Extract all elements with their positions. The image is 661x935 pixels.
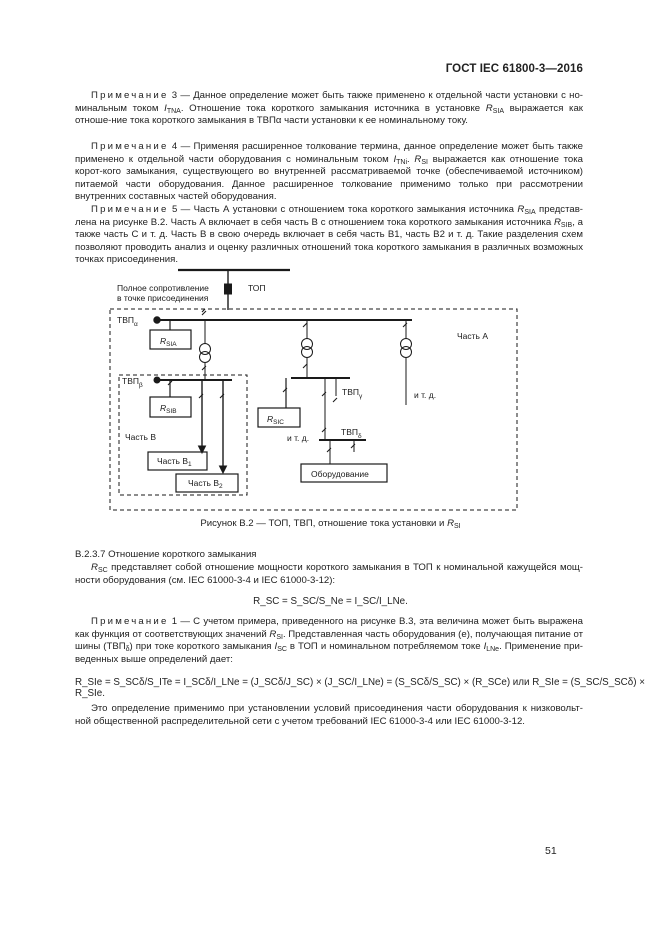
- note-4-num: 4: [171, 141, 178, 152]
- part-b-label: Часть В: [125, 432, 156, 442]
- formula-2: R_SIe = S_SCδ/S_ITe = I_SCδ/I_LNe = (J_SCδ/J_SC) × (J_SC/I_LNe) = (S_SCδ/S_SC) × (R_SCe) или R_SIe = (S_SC/S_SCδ) × R_SIe.: [75, 677, 645, 699]
- impedance-symbol: [225, 284, 232, 294]
- sub-si: SI: [276, 633, 283, 641]
- part-a-label: Часть А: [457, 331, 488, 341]
- note-4-text-1: — Применяя расширенное толкование термина, данное определение может быть также применено к отдельной части оборудования с номинальным током: [75, 141, 583, 165]
- sym-i: I: [274, 641, 278, 653]
- equipment-label: Оборудование: [311, 469, 369, 479]
- etc-label-2: и т. д.: [414, 390, 437, 400]
- sub-delta: δ: [125, 646, 130, 654]
- note-1: [75, 616, 583, 666]
- note-5-text-3: , а также часть С и т. д. Часть В в свою очередь включает в себя часть В1, часть В2 и т. д. Такие разделения схем позволяют проводить анализ и оценку различных отношений тока короткого замыкания в различных возможных точках присоединения.: [75, 216, 583, 266]
- part-b2-label: Часть $В_2$: [188, 478, 223, 490]
- sym-r: R: [517, 204, 525, 215]
- section-heading: В.2.3.7 Отношение короткого замыкания: [75, 549, 257, 560]
- tvp-delta-label: $ТВП_\delta$: [341, 427, 362, 440]
- impedance-label-2: в точке присоединения: [117, 293, 209, 303]
- tvp-gamma-label: $ТВП_\gamma$: [342, 387, 363, 400]
- note-3-label: Примечание: [91, 90, 169, 101]
- note-1-text-3: ) при токе короткого замыкания: [129, 641, 275, 653]
- section-body: [75, 562, 583, 587]
- caption-text: Рисунок В.2 — ТОП, ТВП, отношение тока установки и: [200, 518, 448, 529]
- sym-r: R: [553, 216, 561, 228]
- final-paragraph: Это определение применимо при установлении условий присоединения части оборудования к низковольт-ной общественной распределительной сети с учетом требований IEC 61000-3-4 или IEC 61000-3-12.: [75, 703, 583, 727]
- top-label: ТОП: [248, 283, 266, 293]
- sub-sc: SC: [97, 567, 108, 574]
- part-b1-label: Часть $В_1$: [157, 456, 192, 468]
- note-5-text-1: — Часть А установки с отношением тока короткого замыкания источника: [177, 204, 518, 215]
- note-5-text-2: представ-лена на рисунке В.2. Часть А включает в себя часть В с отношением тока короткого замыкания источника: [75, 204, 583, 228]
- note-1-text-2: . Представленная часть оборудования (е), получающая питание от шины (ТВП: [75, 628, 583, 653]
- sym-r: R: [414, 153, 422, 165]
- note-1-text-1: — С учетом примера, приведенного на рисунке В.3, эта величина может быть выражена как функция от соответствующих значений: [75, 616, 583, 640]
- sub-sia: SIA: [524, 209, 536, 216]
- note-3-text-3: выражается как отноше-ние тока короткого замыкания в ТВПα части установки к ее номинальному току.: [75, 102, 583, 127]
- sub-si: SI: [454, 523, 461, 530]
- tvp-alpha-label: $ТВП_\alpha$: [117, 315, 138, 328]
- sym-r: R: [447, 518, 455, 529]
- r-sic-label: $R_{SIC}$: [267, 414, 284, 426]
- sub-lne: LNe: [486, 646, 500, 654]
- note-5-label: Примечание: [91, 204, 169, 215]
- figure-caption: [0, 518, 661, 529]
- sym-i: I: [393, 153, 397, 165]
- sym-r: R: [91, 562, 98, 573]
- sub-sc: SC: [277, 646, 287, 654]
- sub-si: SI: [421, 158, 428, 166]
- note-3-text-1: — Данное определение может быть также применено к отдельной части установки с но-минальным током: [75, 90, 584, 114]
- note-1-text-4: в ТОП и номинальном потребляемом токе: [286, 641, 484, 653]
- etc-label-1: и т. д.: [287, 433, 310, 443]
- sub-tna: TNA: [166, 107, 181, 115]
- sym-i: I: [483, 641, 487, 653]
- note-4-text-2: .: [407, 153, 415, 165]
- note-3-text-2: . Отношение тока короткого замыкания источника в установке: [180, 102, 486, 114]
- sub-tni: TNi: [396, 158, 408, 166]
- sym-i: I: [164, 102, 167, 114]
- r-sia-label: $R_{SIA}$: [160, 336, 177, 348]
- formula-1: R_SC = S_SC/S_Ne = I_SC/I_LNe.: [253, 596, 408, 607]
- note-4-text-3: выражается как отношение тока корот-кого замыкания, существующего во внутренней рассматриваемой точке (обеспечиваемой источником) питаемой части оборудования. Данное расширенное толкование применимо только при рассмотрении внутренних составных частей оборудования.: [75, 153, 583, 203]
- section-text: представляет собой отношение мощности короткого замыкания в ТОП к номинальной кажущейся мощ-ности оборудования (см. IEC 61000-3-4 и IEC 61000-3-12):: [75, 562, 583, 586]
- sym-r: R: [269, 628, 277, 640]
- note-1-label: Примечание: [91, 616, 169, 627]
- standard-header: ГОСТ IEC 61800-3—2016: [445, 63, 583, 75]
- tvp-beta-label: $ТВП_\beta$: [122, 376, 143, 389]
- note-1-text-5: . Применение при-веденных выше определений дает:: [75, 641, 583, 665]
- note-1-num: 1: [171, 616, 178, 627]
- sub-sib: SIB: [560, 221, 573, 229]
- sym-r: R: [485, 102, 493, 114]
- note-5-num: 5: [171, 204, 178, 215]
- note-3-num: 3: [171, 90, 178, 101]
- page-number: 51: [545, 845, 557, 857]
- r-sib-label: $R_{SIB}$: [160, 403, 177, 415]
- impedance-label-1: Полное сопротивление: [117, 283, 209, 293]
- note-4-label: Примечание: [91, 141, 169, 152]
- sub-sia: SIA: [492, 107, 505, 115]
